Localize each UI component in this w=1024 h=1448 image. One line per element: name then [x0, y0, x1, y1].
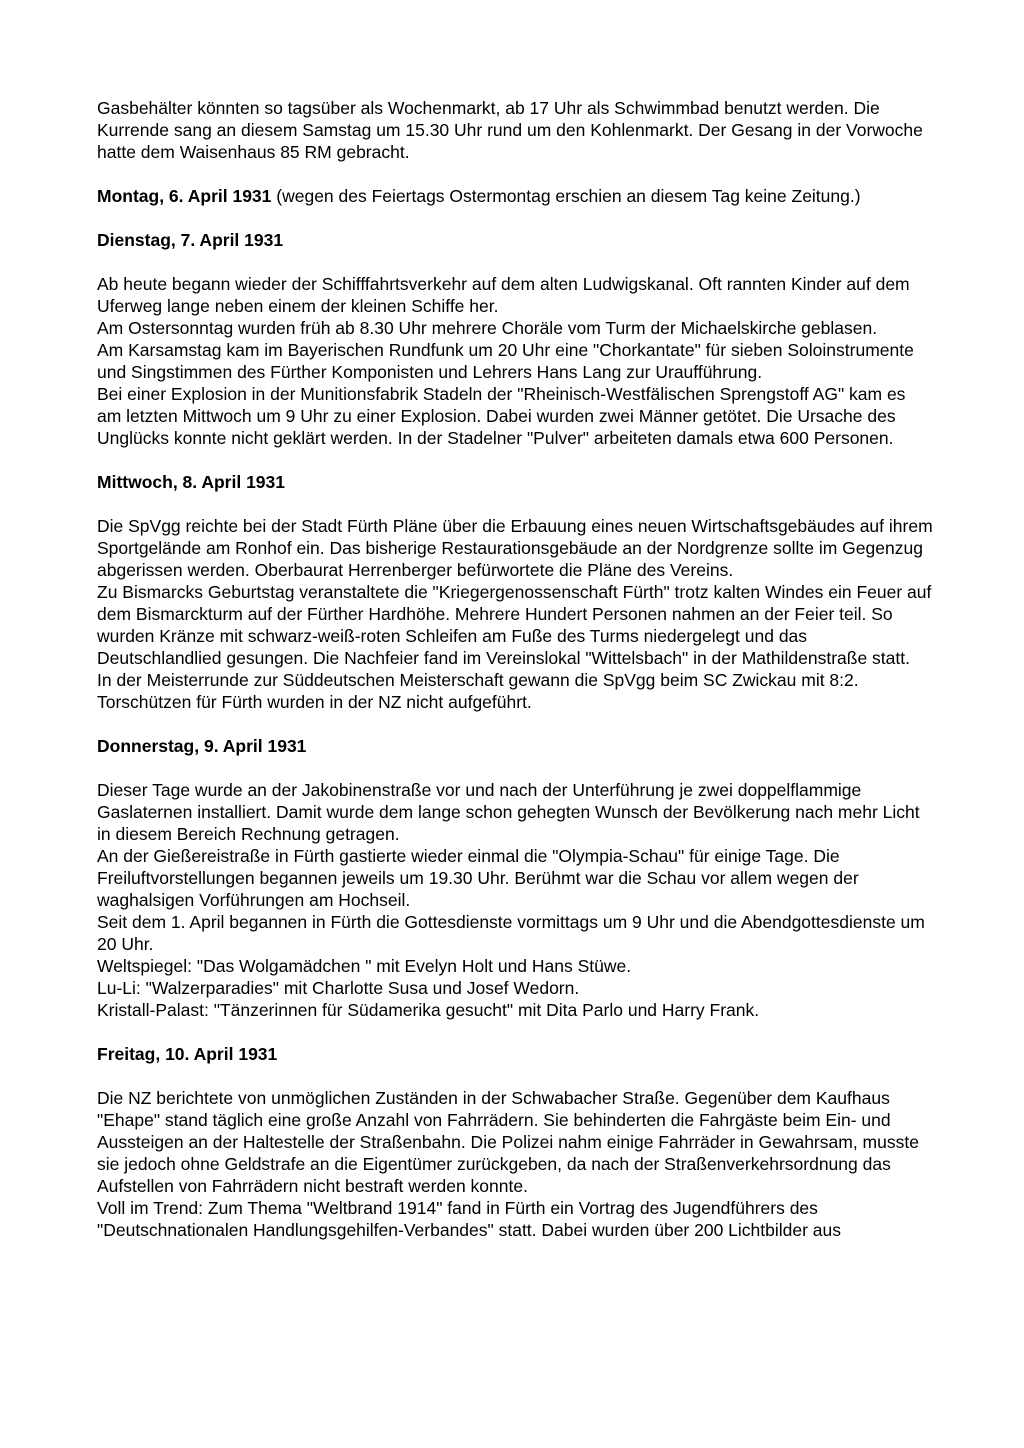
heading-mittwoch-8-april: Mittwoch, 8. April 1931	[97, 472, 286, 492]
text-line: Am Karsamstag kam im Bayerischen Rundfunk um 20 Uhr eine "Chorkantate" für sieben Soloinstrumente und Singstimmen des Fürther Komponisten und Lehrers Hans Lang zur Uraufführung.	[97, 340, 914, 382]
text-line: Lu-Li: "Walzerparadies" mit Charlotte Susa und Josef Wedorn.	[97, 978, 580, 998]
document-content	[97, 97, 933, 1263]
heading-montag-6-april	[97, 185, 933, 207]
paragraph-dienstag	[97, 273, 933, 449]
text-line: Kristall-Palast: "Tänzerinnen für Südamerika gesucht" mit Dita Parlo und Harry Frank.	[97, 1000, 760, 1020]
heading-dienstag-7-april: Dienstag, 7. April 1931	[97, 230, 284, 250]
text-line: Zu Bismarcks Geburtstag veranstaltete die "Kriegergenossenschaft Fürth" trotz kalten Windes ein Feuer auf dem Bismarckturm auf der Fürther Hardhöhe. Mehrere Hundert Personen nahmen an der Feier teil. So wurden Kränze mit schwarz-weiß-roten Schleifen am Fuße des Turms niedergelegt und das Deutschlandlied gesungen. Die Nachfeier fand im Vereinslokal "Wittelsbach" in der Mathildenstraße statt.	[97, 582, 932, 668]
text-line: In der Meisterrunde zur Süddeutschen Meisterschaft gewann die SpVgg beim SC Zwickau mit 8:2. Torschützen für Fürth wurden in der NZ nicht aufgeführt.	[97, 670, 859, 712]
text-line: Die NZ berichtete von unmöglichen Zuständen in der Schwabacher Straße. Gegenüber dem Kaufhaus "Ehape" stand täglich eine große Anzahl von Fahrrädern. Sie behinderten die Fahrgäste beim Ein- und Aussteigen an der Haltestelle der Straßenbahn. Die Polizei nahm einige Fahrräder in Gewahrsam, musste sie jedoch ohne Geldstrafe an die Eigentümer zurückgeben, da nach der Straßenverkehrsordnung das Aufstellen von Fahrrädern nicht bestraft werden konnte.	[97, 1088, 919, 1196]
text-line: An der Gießereistraße in Fürth gastierte wieder einmal die "Olympia-Schau" für einige Tage. Die Freiluftvorstellungen begannen jeweils um 19.30 Uhr. Berühmt war die Schau vor allem wegen der waghalsigen Vorführungen am Hochseil.	[97, 846, 859, 910]
paragraph-mittwoch	[97, 515, 933, 713]
text-line: Weltspiegel: "Das Wolgamädchen " mit Evelyn Holt und Hans Stüwe.	[97, 956, 632, 976]
text-line: Dieser Tage wurde an der Jakobinenstraße vor und nach der Unterführung je zwei doppelflammige Gaslaternen installiert. Damit wurde dem lange schon gehegten Wunsch der Bevölkerung nach mehr Licht in diesem Bereich Rechnung getragen.	[97, 780, 920, 844]
paragraph-donnerstag	[97, 779, 933, 1021]
text-line: Ab heute begann wieder der Schifffahrtsverkehr auf dem alten Ludwigskanal. Oft rannten Kinder auf dem Uferweg lange neben einem der kleinen Schiffe her.	[97, 274, 910, 316]
text-line: Gasbehälter könnten so tagsüber als Wochenmarkt, ab 17 Uhr als Schwimmbad benutzt werden. Die Kurrende sang an diesem Samstag um 15.30 Uhr rund um den Kohlenmarkt. Der Gesang in der Vorwoche hatte dem Waisenhaus 85 RM gebracht.	[97, 98, 923, 162]
text-line: Am Ostersonntag wurden früh ab 8.30 Uhr mehrere Choräle vom Turm der Michaelskirche geblasen.	[97, 318, 878, 338]
heading-note: (wegen des Feiertags Ostermontag erschien an diesem Tag keine Zeitung.)	[271, 186, 861, 206]
heading-donnerstag-9-april: Donnerstag, 9. April 1931	[97, 736, 307, 756]
heading-date: Montag, 6. April 1931	[97, 186, 272, 206]
text-line: Die SpVgg reichte bei der Stadt Fürth Pläne über die Erbauung eines neuen Wirtschaftsgebäudes auf ihrem Sportgelände am Ronhof ein. Das bisherige Restaurationsgebäude an der Nordgrenze sollte im Gegenzug abgerissen werden. Oberbaurat Herrenberger befürwortete die Pläne des Vereins.	[97, 516, 933, 580]
paragraph-freitag	[97, 1087, 933, 1241]
text-line: Seit dem 1. April begannen in Fürth die Gottesdienste vormittags um 9 Uhr und die Abendgottesdienste um 20 Uhr.	[97, 912, 925, 954]
text-line: Bei einer Explosion in der Munitionsfabrik Stadeln der "Rheinisch-Westfälischen Sprengstoff AG" kam es am letzten Mittwoch um 9 Uhr zu einer Explosion. Dabei wurden zwei Männer getötet. Die Ursache des Unglücks konnte nicht geklärt werden. In der Stadelner "Pulver" arbeiteten damals etwa 600 Personen.	[97, 384, 906, 448]
heading-freitag-10-april: Freitag, 10. April 1931	[97, 1044, 278, 1064]
text-line: Voll im Trend: Zum Thema "Weltbrand 1914" fand in Fürth ein Vortrag des Jugendführers des "Deutschnationalen Handlungsgehilfen-Verbandes" statt. Dabei wurden über 200 Lichtbilder aus	[97, 1198, 842, 1240]
paragraph-intro	[97, 97, 933, 163]
